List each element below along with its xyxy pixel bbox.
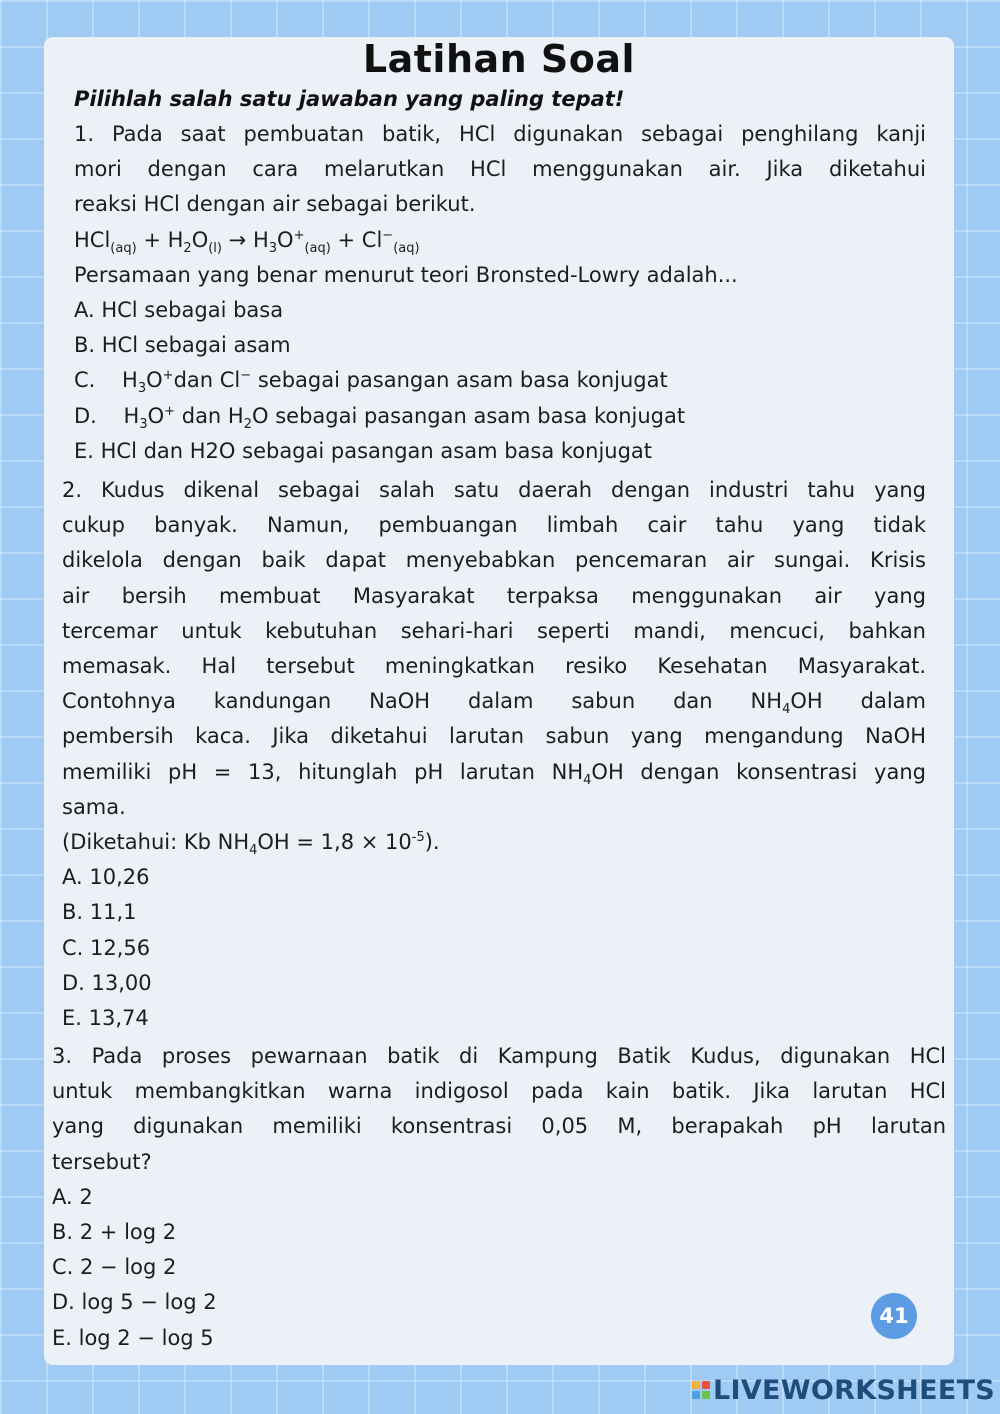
q2-line: tercemar untuk kebutuhan sehari-hari seperti mandi, mencuci, bahkan	[62, 618, 926, 643]
q3-line: tersebut?	[52, 1149, 152, 1174]
worksheet-card	[44, 37, 954, 1365]
q2-line: memasak. Hal tersebut meningkatkan resiko Kesehatan Masyarakat.	[62, 654, 926, 679]
q3-option-c[interactable]: C. 2 − log 2	[52, 1255, 177, 1280]
liveworksheets-logo-icon	[692, 1381, 710, 1399]
page-number-badge: 41	[871, 1293, 917, 1339]
q2-option-a[interactable]: A. 10,26	[62, 865, 150, 890]
q3-line: yang digunakan memiliki konsentrasi 0,05 M, berapakah pH larutan	[52, 1114, 946, 1139]
instruction: Pilihlah salah satu jawaban yang paling tepat!	[74, 87, 625, 111]
q1-option-b[interactable]: B. HCl sebagai asam	[74, 333, 291, 358]
q1-option-e[interactable]: E. HCl dan H2O sebagai pasangan asam basa konjugat	[74, 438, 653, 463]
q3-line: untuk membangkitkan warna indigosol pada kain batik. Jika larutan HCl	[52, 1079, 946, 1104]
q3-option-d[interactable]: D. log 5 − log 2	[52, 1290, 217, 1315]
q3-option-a[interactable]: A. 2	[52, 1184, 93, 1209]
q2-line: Contohnya kandungan NaOH dalam sabun dan $NH_4OH$ dalam	[62, 689, 926, 718]
q1-question: Persamaan yang benar menurut teori Bronsted-Lowry adalah...	[74, 262, 738, 287]
q3-line: 3. Pada proses pewarnaan batik di Kampung Batik Kudus, digunakan HCl	[52, 1044, 946, 1068]
question-1	[74, 117, 926, 469]
q1-option-c[interactable]: C. $H_3O^+dan$ Cl− sebagai pasangan asam basa konjugat	[74, 368, 668, 397]
q1-option-d[interactable]: D. $H_3O^+$ dan $H_2O$ sebagai pasangan asam basa konjugat	[74, 403, 686, 432]
q2-line: 2. Kudus dikenal sebagai salah satu daerah dengan industri tahu yang	[62, 478, 926, 502]
q2-line: cukup banyak. Namun, pembuangan limbah cair tahu yang tidak	[62, 513, 926, 538]
question-2	[62, 473, 926, 1036]
q1-line: reaksi HCl dengan air sebagai berikut.	[74, 192, 476, 217]
q2-line: dikelola dengan baik dapat menyebabkan pencemaran air sungai. Krisis	[62, 548, 926, 573]
q2-option-e[interactable]: E. 13,74	[62, 1006, 149, 1031]
question-3	[52, 1039, 946, 1356]
q1-option-a[interactable]: A. HCl sebagai basa	[74, 298, 284, 323]
q2-option-d[interactable]: D. 13,00	[62, 970, 152, 995]
q3-option-b[interactable]: B. 2 + log 2	[52, 1220, 177, 1245]
q2-line: sama.	[62, 794, 126, 819]
page-title: Latihan Soal	[362, 37, 636, 81]
q1-line: mori dengan cara melarutkan HCl menggunakan air. Jika diketahui	[74, 157, 926, 182]
q2-line: pembersih kaca. Jika diketahui larutan sabun yang mengandung NaOH	[62, 724, 926, 749]
q3-option-e[interactable]: E. log 2 − log 5	[52, 1325, 214, 1350]
reaction-equation: $HCl_{(aq)} + H_2O_{(l)} \to H_3O^+_{(aq)} + Cl^-_{(aq)}$	[74, 227, 420, 256]
q2-line: memiliki pH = 13, hitunglah pH larutan $NH_4OH$ dengan konsentrasi yang	[62, 759, 926, 788]
brand-name: LIVEWORKSHEETS	[713, 1374, 996, 1406]
q2-option-c[interactable]: C. 12,56	[62, 935, 151, 960]
q2-option-b[interactable]: B. 11,1	[62, 900, 137, 925]
footer-logo	[692, 1373, 995, 1407]
q2-line: air bersih membuat Masyarakat terpaksa menggunakan air yang	[62, 583, 926, 608]
q2-given: (Diketahui: Kb $NH_4OH = 1,8 \times 10^{-5}$).	[62, 830, 440, 859]
q1-line: 1. Pada saat pembuatan batik, HCl digunakan sebagai penghilang kanji	[74, 122, 926, 146]
